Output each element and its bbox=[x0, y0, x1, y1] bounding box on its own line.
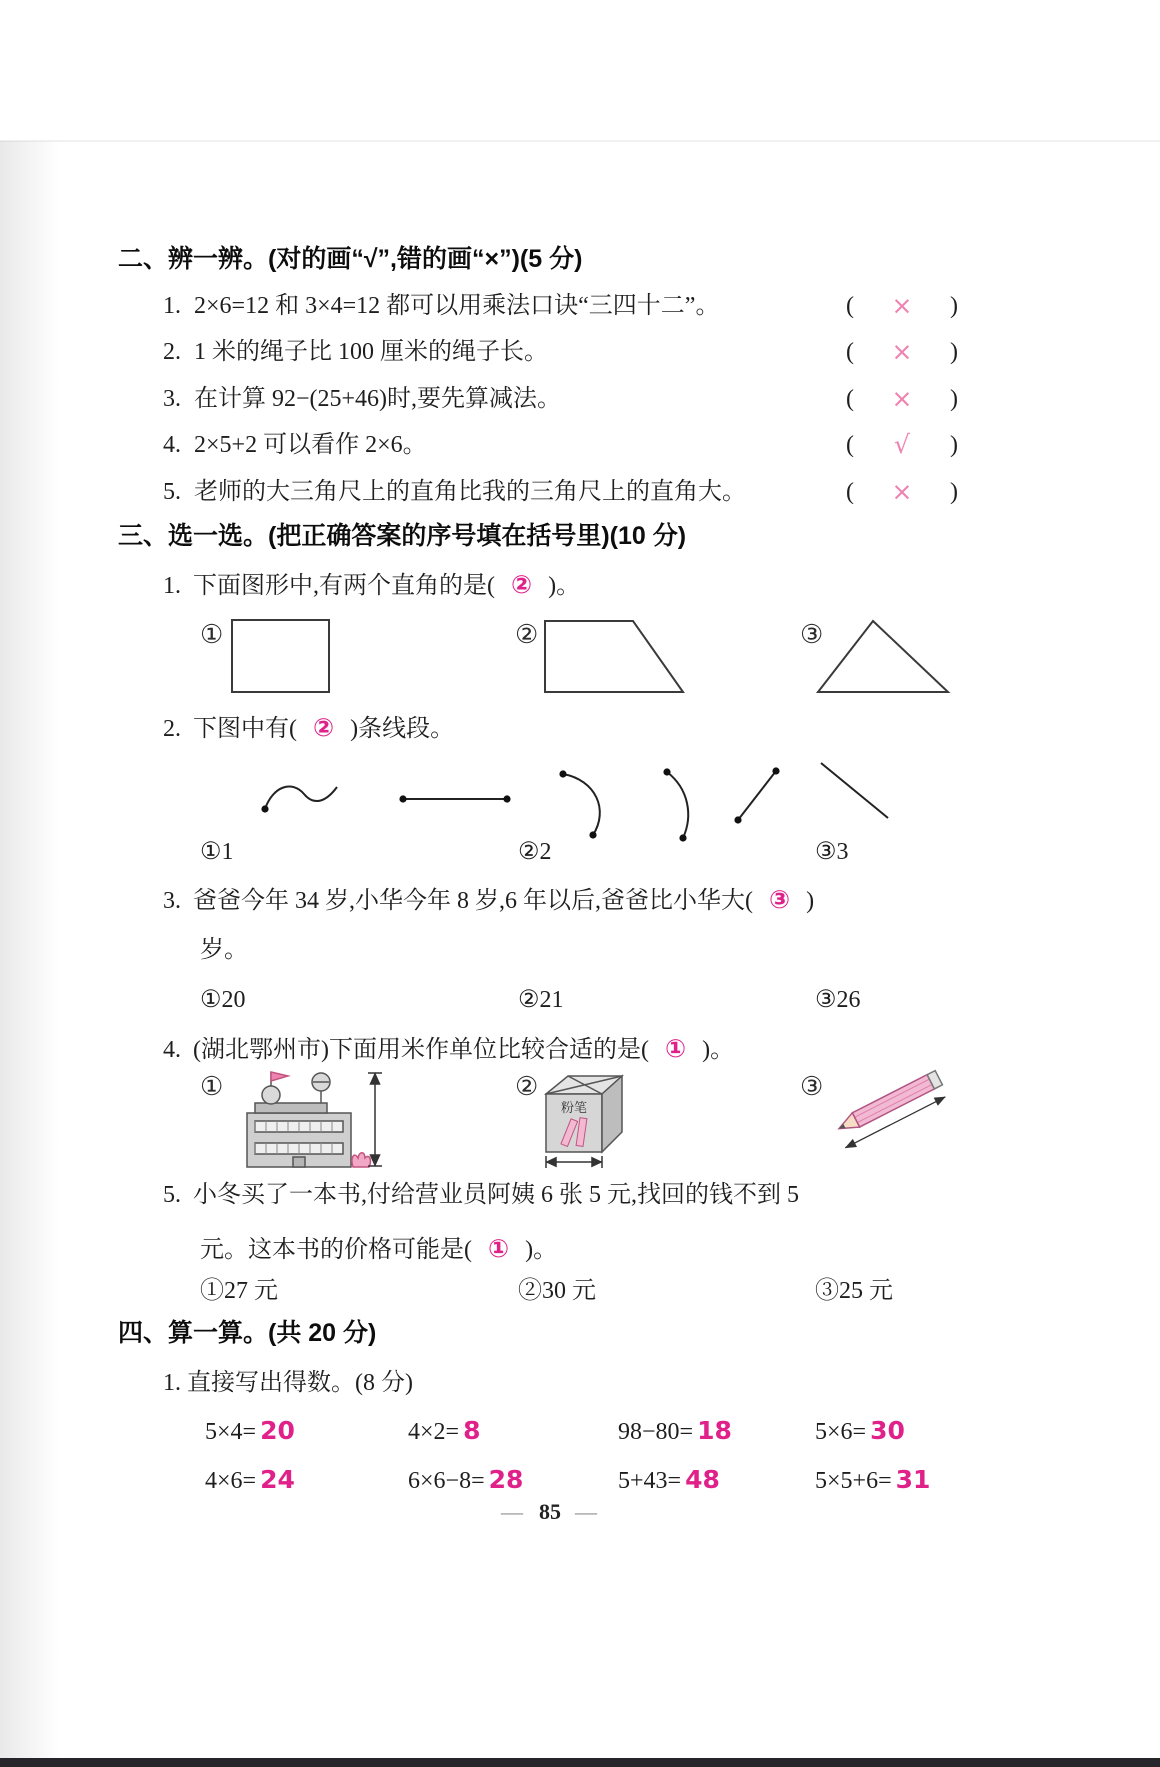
building-image bbox=[235, 1065, 385, 1170]
pencil-image bbox=[825, 1062, 970, 1154]
footer-dash: — bbox=[501, 1499, 525, 1524]
calc-cell bbox=[618, 1465, 720, 1496]
answer-circled: ① bbox=[488, 1234, 510, 1263]
image-label-1: ① bbox=[200, 1072, 224, 1101]
answer-circled: ② bbox=[511, 570, 533, 599]
question-text: 元。这本书的价格可能是 bbox=[200, 1237, 464, 1263]
paren-close: ) bbox=[702, 1037, 711, 1063]
answer-circled: ① bbox=[664, 1034, 687, 1063]
expression: 6×6−8= bbox=[408, 1468, 485, 1494]
paren-close: ) bbox=[806, 888, 815, 914]
calc-cell bbox=[408, 1465, 523, 1496]
paren-open: ( bbox=[464, 1237, 472, 1263]
paren-open: ( bbox=[745, 888, 753, 914]
option-1: ①1 bbox=[200, 839, 234, 865]
paren-close: ) bbox=[525, 1237, 534, 1263]
calc-answer: 31 bbox=[895, 1465, 931, 1494]
page-footer bbox=[0, 1499, 1100, 1525]
calc-cell bbox=[815, 1465, 930, 1496]
question-text-suffix: 。 bbox=[710, 1037, 735, 1063]
calc-cell bbox=[408, 1416, 480, 1447]
choose-q5-line1 bbox=[0, 1180, 1160, 1210]
option-2: ②30 元 bbox=[518, 1278, 596, 1304]
judge-item-text: 老师的大三角尺上的直角比我的三角尺上的直角大。 bbox=[194, 479, 746, 505]
judge-answer-mark: × bbox=[891, 384, 913, 413]
calc-cell bbox=[205, 1465, 295, 1496]
arc-curve bbox=[563, 774, 600, 835]
width-arrow bbox=[546, 1156, 602, 1168]
judge-answer-bracket bbox=[846, 384, 958, 414]
answer-circled: ② bbox=[313, 713, 335, 742]
paren-open: ( bbox=[846, 479, 854, 505]
paren-close: ) bbox=[949, 386, 958, 412]
expression: 4×6= bbox=[205, 1468, 257, 1494]
judge-item-row bbox=[0, 337, 1160, 367]
bottom-bar bbox=[0, 1758, 1160, 1767]
paren-open: ( bbox=[846, 386, 854, 412]
calc-answer: 28 bbox=[488, 1465, 524, 1494]
option-3: ③26 bbox=[815, 987, 861, 1013]
option-2: ②2 bbox=[518, 839, 552, 865]
footer-dash: — bbox=[575, 1499, 599, 1524]
section-choose-title: 三、选一选。(把正确答案的序号填在括号里)(10 分) bbox=[118, 522, 687, 550]
judge-item-text: 2×6=12 和 3×4=12 都可以用乘法口诀“三四十二”。 bbox=[194, 293, 720, 319]
paren-open: ( bbox=[640, 1037, 649, 1063]
judge-item-row bbox=[0, 477, 1160, 507]
question-text-suffix: 。 bbox=[556, 573, 581, 599]
judge-item-text: 在计算 92−(25+46)时,要先算减法。 bbox=[194, 386, 562, 412]
judge-item-number: 5. bbox=[163, 479, 181, 505]
judge-item-text: 1 米的绳子比 100 厘米的绳子长。 bbox=[194, 339, 548, 365]
expression: 5×6= bbox=[815, 1419, 867, 1445]
expression: 98−80= bbox=[618, 1419, 694, 1445]
chalk-box-label: 粉笔 bbox=[560, 1100, 588, 1115]
shape-label-3: ③ bbox=[800, 620, 824, 649]
paren-open: ( bbox=[846, 293, 854, 319]
question-number: 4. bbox=[163, 1037, 181, 1063]
choose-q3-line1 bbox=[0, 885, 1160, 916]
expression: 5×5+6= bbox=[815, 1468, 892, 1494]
judge-answer-bracket bbox=[846, 430, 958, 460]
paren-close: ) bbox=[950, 432, 958, 458]
question-number: 1. bbox=[163, 573, 181, 599]
line-segments-figure bbox=[240, 752, 910, 847]
image-label-2: ② bbox=[515, 1072, 539, 1101]
chalk-box-image bbox=[540, 1068, 630, 1170]
height-arrow bbox=[368, 1073, 382, 1166]
question-number: 2. bbox=[163, 716, 181, 742]
question-text-suffix: 。 bbox=[533, 1237, 558, 1263]
diagonal-segment bbox=[738, 771, 776, 820]
triangle-shape bbox=[815, 619, 951, 694]
paren-close: ) bbox=[548, 573, 557, 599]
expression: 4×2= bbox=[408, 1419, 460, 1445]
shape-label-2: ② bbox=[515, 620, 539, 649]
paren-open: ( bbox=[289, 716, 297, 742]
paren-close: ) bbox=[949, 339, 958, 365]
judge-item-row bbox=[0, 430, 1160, 460]
answer-circled: ③ bbox=[769, 885, 791, 914]
judge-answer-mark: × bbox=[891, 477, 913, 506]
paren-close: ) bbox=[949, 479, 958, 505]
option-2: ②21 bbox=[518, 987, 564, 1013]
judge-answer-mark: √ bbox=[894, 430, 910, 459]
judge-item-number: 4. bbox=[163, 432, 181, 458]
choose-q2-text bbox=[0, 713, 1160, 744]
paren-open: ( bbox=[487, 573, 495, 599]
calc-answer: 48 bbox=[685, 1465, 720, 1494]
judge-item-number: 2. bbox=[163, 339, 181, 365]
question-number: 3. bbox=[163, 888, 181, 914]
question-text: 爸爸今年 34 岁,小华今年 8 岁,6 年以后,爸爸比小华大 bbox=[193, 888, 745, 914]
question-text: 下图中有 bbox=[193, 716, 289, 742]
shape-label-1: ① bbox=[200, 620, 224, 649]
wavy-curve bbox=[265, 787, 337, 809]
paren-open: ( bbox=[846, 432, 854, 458]
calc-answer: 20 bbox=[260, 1416, 295, 1445]
option-1: ①20 bbox=[200, 987, 246, 1013]
question-text: 下面图形中,有两个直角的是 bbox=[193, 573, 487, 599]
calc-answer: 30 bbox=[870, 1416, 905, 1445]
section-calc-title: 四、算一算。(共 20 分) bbox=[118, 1319, 377, 1347]
calc-cell bbox=[618, 1416, 732, 1447]
judge-item-number: 1. bbox=[163, 293, 181, 319]
option-3: ③25 元 bbox=[815, 1278, 893, 1304]
page-top-edge-line bbox=[0, 140, 1160, 142]
page-number: 85 bbox=[539, 1499, 561, 1524]
expression: 5×4= bbox=[205, 1419, 257, 1445]
choose-q3-line2: 岁。 bbox=[200, 937, 248, 963]
judge-answer-bracket bbox=[846, 337, 958, 367]
judge-answer-mark: × bbox=[891, 337, 913, 366]
option-3: ③3 bbox=[815, 839, 849, 865]
judge-answer-bracket bbox=[846, 477, 958, 507]
image-label-3: ③ bbox=[800, 1072, 824, 1101]
judge-item-number: 3. bbox=[163, 386, 181, 412]
section-judge-title: 二、辨一辨。(对的画“√”,错的画“×”)(5 分) bbox=[118, 245, 583, 273]
calc-cell bbox=[205, 1416, 295, 1447]
arc-curve bbox=[667, 772, 688, 838]
choose-q1-text bbox=[0, 570, 1160, 601]
calc-answer: 8 bbox=[463, 1416, 481, 1445]
question-text: 小冬买了一本书,付给营业员阿姨 6 张 5 元,找回的钱不到 5 bbox=[193, 1182, 799, 1208]
question-text: (湖北鄂州市)下面用米作单位比较合适的是 bbox=[193, 1037, 641, 1063]
judge-item-row bbox=[0, 384, 1160, 414]
judge-item-text: 2×5+2 可以看作 2×6。 bbox=[194, 432, 427, 458]
judge-answer-bracket bbox=[846, 291, 958, 321]
calc-cell bbox=[815, 1416, 905, 1447]
question-number: 5. bbox=[163, 1182, 181, 1208]
paren-open: ( bbox=[846, 339, 854, 365]
option-1: ①27 元 bbox=[200, 1278, 278, 1304]
diagonal-line bbox=[821, 763, 888, 818]
rectangle-shape bbox=[231, 619, 330, 693]
choose-q5-line2 bbox=[0, 1234, 1160, 1265]
trapezoid-shape bbox=[543, 619, 685, 694]
choose-q4-text bbox=[0, 1034, 1160, 1065]
question-text-suffix: 条线段。 bbox=[358, 716, 455, 742]
judge-item-row bbox=[0, 291, 1160, 321]
paren-close: ) bbox=[949, 293, 958, 319]
expression: 5+43= bbox=[618, 1468, 682, 1494]
calc-answer: 24 bbox=[260, 1465, 295, 1494]
calc-answer: 18 bbox=[697, 1416, 732, 1445]
paren-close: ) bbox=[350, 716, 359, 742]
judge-answer-mark: × bbox=[891, 291, 913, 320]
calc-subtitle: 1. 直接写出得数。(8 分) bbox=[163, 1370, 413, 1396]
